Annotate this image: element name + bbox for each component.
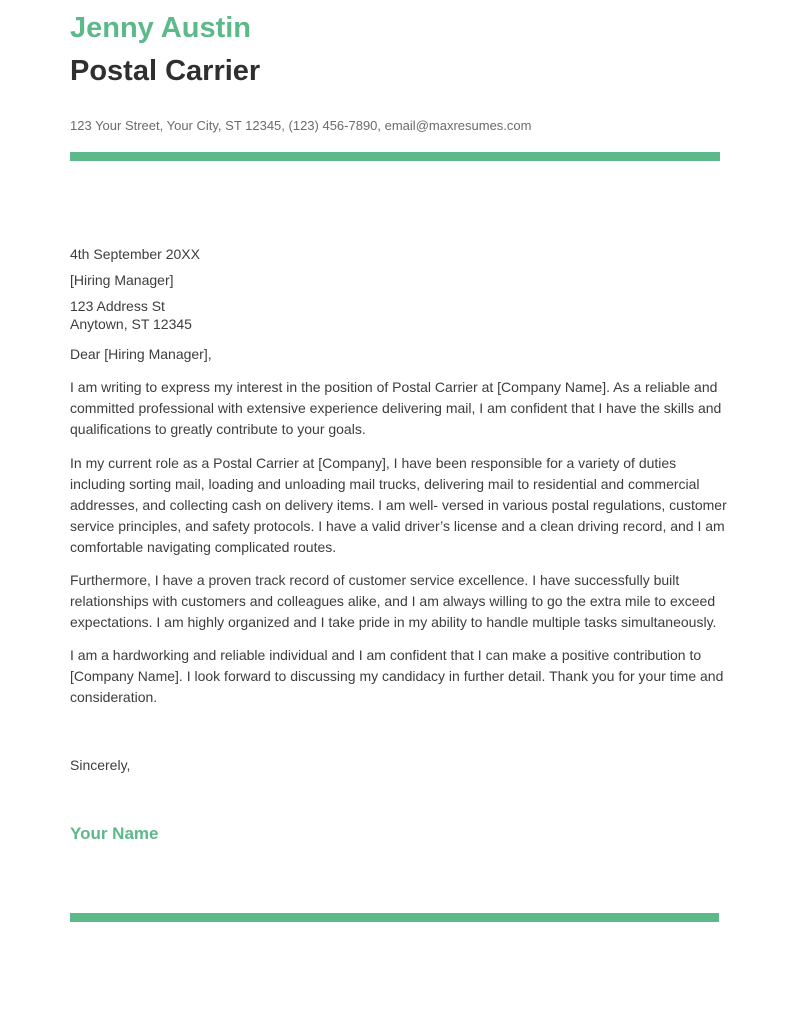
job-title: Postal Carrier [70,55,261,87]
body-paragraph-1: I am writing to express my interest in the position of Postal Carrier at [Company Name]. As a reliable and committed professional with extensive experience delivering mail, I am confident that I have the skills and qualifications to greatly contribute to your goals. [70,379,722,437]
contact-info: 123 Your Street, Your City, ST 12345, (123) 456-7890, email@maxresumes.com [70,118,532,133]
applicant-name: Jenny Austin [70,12,252,44]
closing: Sincerely, [70,757,131,773]
header-divider [70,152,720,161]
letter-date: 4th September 20XX [70,246,200,262]
body-paragraph-2: In my current role as a Postal Carrier at [Company], I have been responsible for a variety of duties including sorting mail, loading and unloading mail trucks, delivering mail to residential and commercial addresses, and collecting cash on delivery items. I am well- versed in various postal regulations, customer service principles, and safety protocols. I have a valid driver’s license and a clean driving record, and I am comfortable navigating complicated routes. [70,455,727,555]
body-paragraph-4: I am a hardworking and reliable individual and I am confident that I can make a positive contribution to [Company Name]. I look forward to discussing my candidacy in further detail. Thank you for your time and consideration. [70,647,724,705]
recipient-address-line2: Anytown, ST 12345 [70,316,192,332]
recipient-name: [Hiring Manager] [70,272,174,288]
salutation: Dear [Hiring Manager], [70,346,212,362]
recipient-address-line1: 123 Address St [70,298,165,314]
footer-divider [70,913,719,922]
signature-name: Your Name [70,824,159,843]
body-paragraph-3: Furthermore, I have a proven track record of customer service excellence. I have successfully built relationships with customers and colleagues alike, and I am always willing to go the extra mile to exceed expectations. I am highly organized and I take pride in my ability to handle multiple tasks simultaneously. [70,572,717,630]
